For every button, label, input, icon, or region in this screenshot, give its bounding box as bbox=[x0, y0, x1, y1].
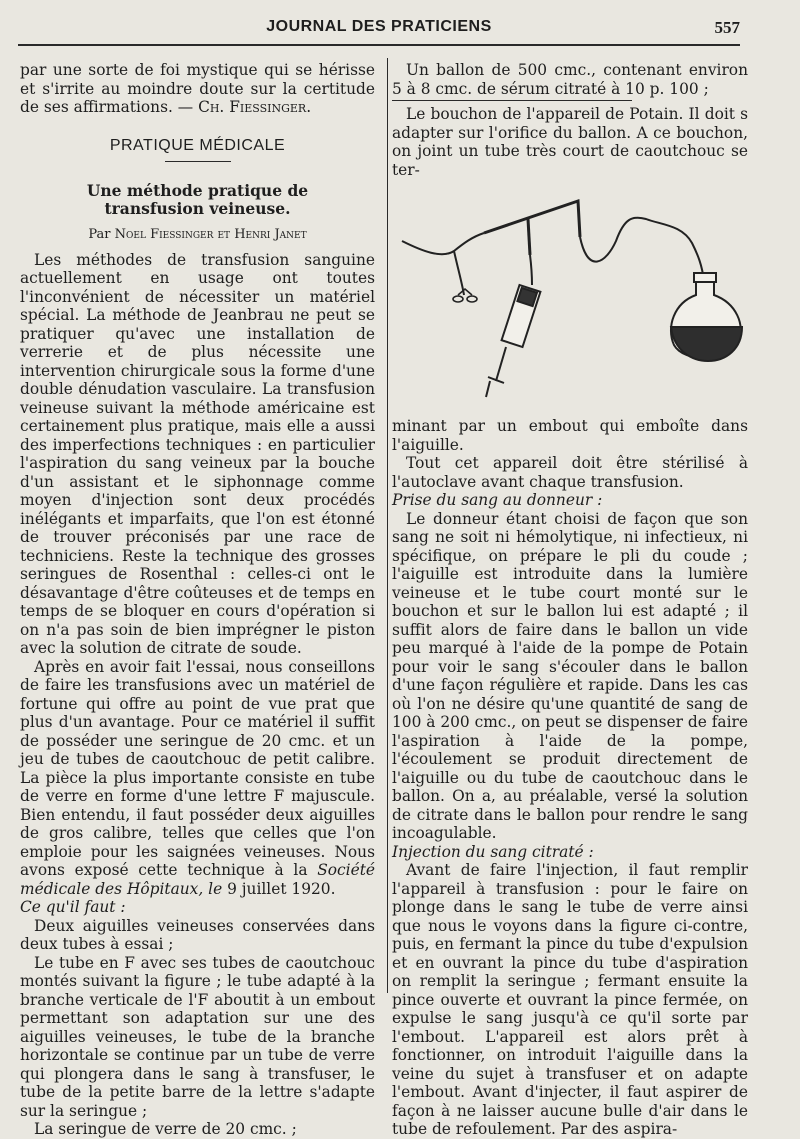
byline bbox=[20, 226, 375, 245]
byline-prefix: Par bbox=[88, 227, 115, 242]
byline-authors: Noel Fiessinger et Henri Janet bbox=[114, 227, 307, 242]
right-column bbox=[392, 61, 748, 1139]
paragraph-2 bbox=[20, 658, 375, 899]
apparatus-illustration bbox=[392, 185, 748, 417]
paragraph-2-date: 9 juillet 1920. bbox=[222, 879, 336, 898]
expulsion-tube bbox=[402, 233, 484, 254]
intro-paragraph bbox=[20, 61, 375, 117]
f-crossbar bbox=[528, 219, 530, 255]
article-title: Une méthode pratique de transfusion veineuse. bbox=[86, 181, 309, 218]
flask bbox=[671, 273, 742, 361]
paragraph-4: Le tube en F avec ses tubes de caoutchouc montés suivant la figure ; le tube adapté à la branche verticale de l'F aboutit à un embout permettant son adaptation sur une des aiguilles veineuses, le tube de la branche horizontale se continue par un tube de verre qui plongera dans le sang à transfuser, le tube de la petite barre de la lettre s'adapte sur la seringue ; bbox=[20, 953, 375, 1120]
journal-title: JOURNAL DES PRATICIENS bbox=[266, 18, 492, 35]
right-paragraph-2: Le bouchon de l'appareil de Potain. Il doit s adapter sur l'orifice du ballon. A ce bouchon, on joint un tube très court de caoutchouc se ter- bbox=[392, 105, 748, 179]
right-paragraph-5: Le donneur étant choisi de façon que son sang ne soit ni hémolytique, ni infectieux, ni spécifique, on prépare le pli du coude ; l'aiguille est introduite dans la lumière veineuse et le tube court monté sur le bouchon et sur le ballon lui est adapté ; il suffit alors de faire dans le ballon un vide peu marqué à l'aide de la pompe de Potain pour voir le sang s'écouler dans le ballon d'une façon régulière et rapide. Dans les cas où l'on ne désire qu'une quantité de sang de 100 à 200 cmc., on peut se dispenser de faire l'aspiration à l'aide de la pompe, l'écoulement se produit directement de l'aiguille ou du tube de caoutchouc dans le ballon. On a, au préalable, versé la solution de citrate dans le ballon pour rendre le sang incoagulable. bbox=[392, 509, 748, 842]
right-paragraph-3: minant par un embout qui emboîte dans l'aiguille. bbox=[392, 417, 748, 454]
clamp bbox=[453, 289, 477, 302]
clamp-tube bbox=[454, 251, 464, 295]
section-title: PRATIQUE MÉDICALE bbox=[109, 136, 286, 154]
f-glass-tube bbox=[484, 201, 580, 237]
right-paragraph-1: Un ballon de 500 cmc., contenant environ 5 à 8 cmc. de sérum citraté à 10 p. 100 ; bbox=[392, 61, 748, 98]
subheading-prise-du-sang: Prise du sang au donneur : bbox=[392, 491, 603, 509]
subheading-ce-qu-il-faut: Ce qu'il faut : bbox=[20, 898, 126, 916]
aspiration-tube bbox=[580, 218, 704, 281]
paragraph-5: La seringue de verre de 20 cmc. ; bbox=[34, 1120, 297, 1138]
section-rule bbox=[165, 161, 231, 162]
paragraph-2-text: Après en avoir fait l'essai, nous conseillons de faire les transfusions avec un matériel de fortune qui offre au point de vue prat que plus d'un avantage. Pour ce matériel il suffit de posséder une seringue de 20 cmc. et un jeu de tubes de caoutchouc de petit calibre. La pièce la plus importante consiste en tube de verre en forme d'une lettre F majuscule. Bien entendu, il faut posséder deux aiguilles de gros calibre, telles que celles que l'on emploie pour les saignées veineuses. Nous avons exposé cette technique à la bbox=[20, 657, 375, 879]
intro-author: Ch. Fiessinger. bbox=[198, 98, 312, 116]
syringe bbox=[486, 285, 540, 397]
page-header bbox=[18, 14, 740, 40]
paragraph-2-reference: Société médicale des Hôpitaux, le bbox=[20, 861, 375, 898]
right-paragraph-6: Avant de faire l'injection, il faut remplir l'appareil à transfusion : pour le faire on plonge dans le sang le tube de verre ainsi que nous le voyons dans la figure ci-contre, puis, en fermant la pince du tube d'expulsion et en ouvrant la pince du tube d'aspiration on remplit la seringue ; fermant ensuite la pince ouverte et ouvrant la pince fermée, on expulse le sang jusqu'à ce qu'il sorte par l'embout. L'appareil est alors prêt à fonctionner, on introduit l'aiguille dans la veine du sujet à transfuser et on adapte l'embout. Avant d'injecter, il faut aspirer de façon à ne laisser aucune bulle d'air dans le tube de refoulement. Par des aspira- bbox=[392, 861, 748, 1138]
column-divider bbox=[387, 58, 388, 993]
paragraph-1: Les méthodes de transfusion sanguine actuellement en usage ont toutes l'inconvénient de nécessiter un matériel spécial. La méthode de Jeanbrau ne peut se pratiquer qu'avec une installation de verrerie et de plus nécessite une intervention chirurgicale sous la forme d'une double dénudation vasculaire. La transfusion veineuse suivant la méthode américaine est certainement plus pratique, mais elle a aussi des imperfections techniques : en particulier l'aspiration du sang veineux par la bouche d'un assistant et le siphonnage comme moyen d'injection sont deux procédés inélégants et imparfaits, que l'on est étonné de trouver préconisés par une race de techniciens. Reste la technique des grosses seringues de Rosenthal : celles-ci ont le désavantage d'être coûteuses et de temps en temps de se bloquer en cours d'opération si on n'a pas soin de bien imprégner le piston avec la solution de citrate de soude. bbox=[20, 250, 375, 657]
header-rule bbox=[18, 44, 740, 46]
syringe-tube bbox=[530, 255, 532, 285]
page-number: 557 bbox=[714, 18, 740, 37]
short-rule bbox=[392, 100, 632, 101]
subheading-injection: Injection du sang citraté : bbox=[392, 842, 594, 861]
right-paragraph-4: Tout cet appareil doit être stérilisé à l'autoclave avant chaque transfusion. bbox=[392, 454, 748, 491]
transfusion-apparatus-figure bbox=[392, 185, 748, 417]
paragraph-3: Deux aiguilles veineuses conservées dans deux tubes à essai ; bbox=[20, 916, 375, 953]
intro-text: par une sorte de foi mystique qui se hérisse et s'irrite au moindre doute sur la certitude de ses affirmations. — bbox=[20, 61, 375, 116]
left-column bbox=[20, 61, 375, 1139]
